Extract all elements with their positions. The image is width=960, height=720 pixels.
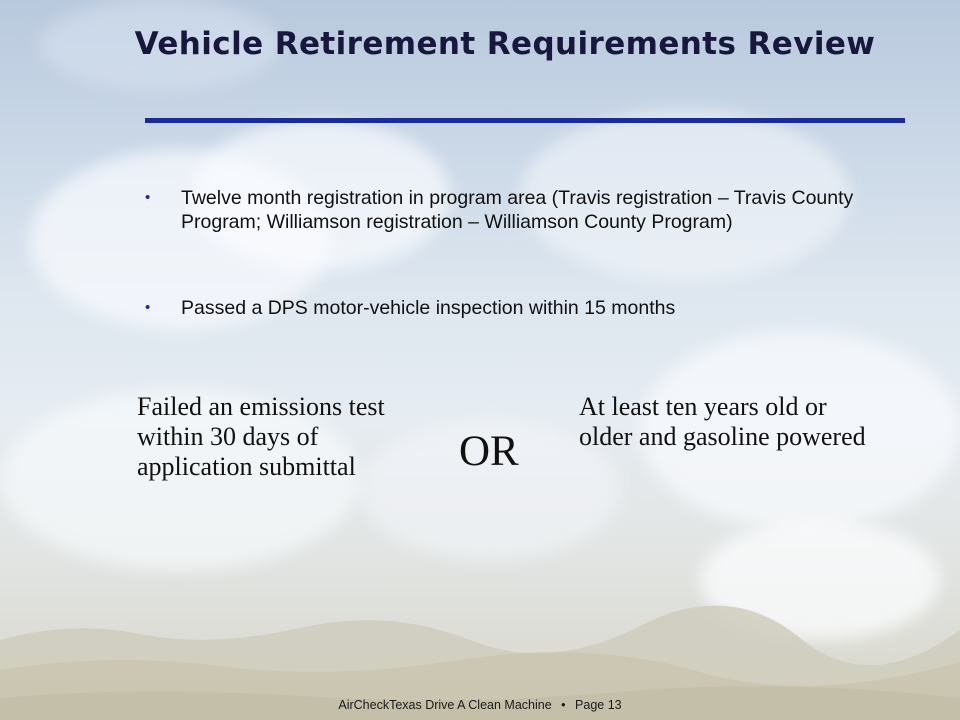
age-criterion: At least ten years old or older and gasoline powered	[579, 392, 866, 451]
bullet-text: Passed a DPS motor-vehicle inspection within 15 months	[181, 297, 676, 319]
or-connector: OR	[459, 428, 519, 475]
title-underline	[145, 118, 905, 123]
list-item	[145, 296, 885, 320]
bullet-text: Twelve month registration in program area (Travis registration – Travis County Program; Williamson registration – Williamson County Program)	[181, 187, 854, 233]
list-item	[145, 186, 885, 234]
footer-separator: •	[561, 698, 566, 712]
bullet-icon: •	[145, 299, 151, 316]
page-number: Page 13	[575, 698, 622, 712]
bullet-icon: •	[145, 189, 151, 206]
slide-title: Vehicle Retirement Requirements Review	[134, 26, 876, 62]
footer-text: AirCheckTexas Drive A Clean Machine	[338, 698, 552, 712]
emissions-criterion: Failed an emissions test within 30 days of application submittal	[137, 392, 385, 481]
slide-footer	[0, 697, 960, 713]
requirement-list	[145, 186, 885, 320]
